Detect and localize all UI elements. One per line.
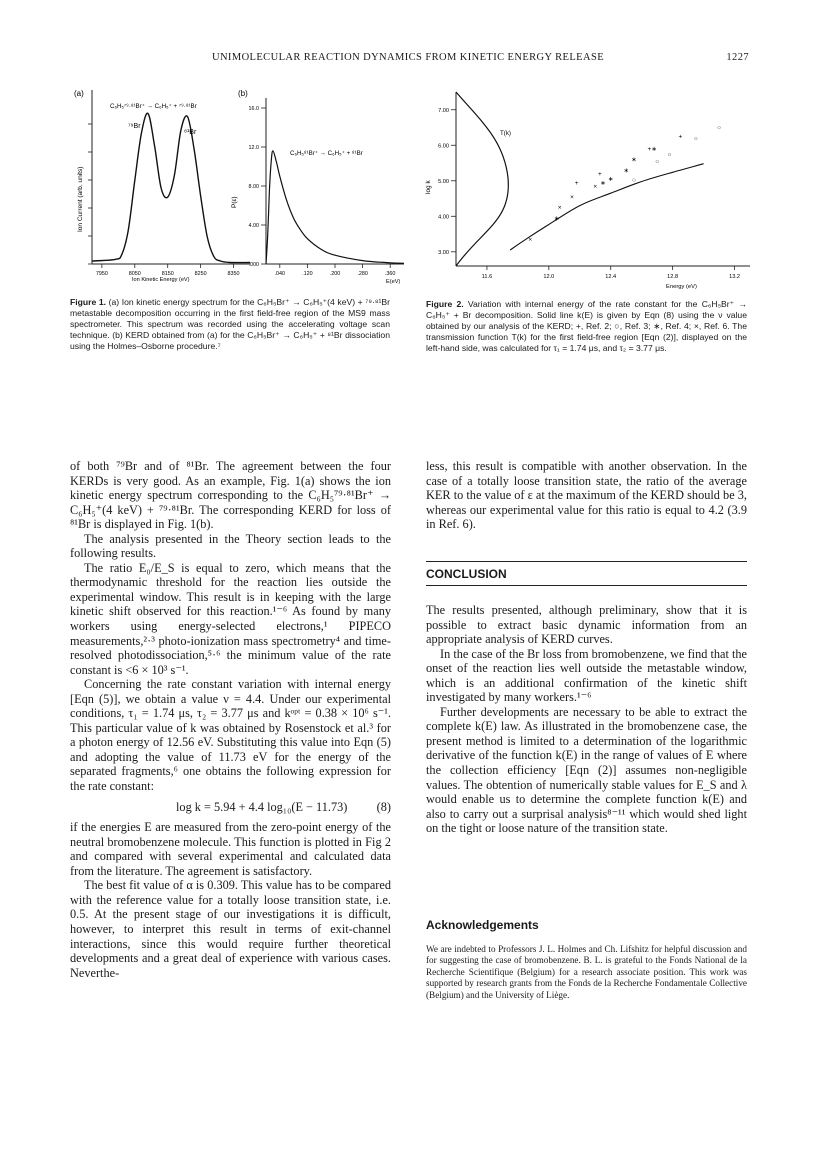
figure-2-caption-label: Figure 2.	[426, 299, 464, 309]
figure-1-caption	[70, 297, 390, 352]
panel-b-label: (b)	[238, 89, 248, 98]
transmission-curve-label: T(k)	[500, 130, 511, 137]
panel-a-x-tick-label: 8250	[194, 271, 207, 277]
left-column	[70, 459, 391, 980]
circle-marker-ref-3: ○	[631, 176, 636, 184]
figure-2-x-tick-label: 11.6	[481, 274, 493, 280]
star-marker-ref-4: ∗	[608, 176, 614, 184]
panel-b-x-tick-label: .120	[302, 271, 313, 277]
paragraph: Further developments are necessary to be able to extract the complete k(E) law. As illustrated in the bromobenzene case, the present method is limited to a determination of the logarithmic derivative of the function k(E) in the range of values of E where the collection efficiency [Eqn (2)] assumes non-negligible values. The obtention of numerically stable values for E_S and λ would enable us to determine the complete function k(E) and also to carry out a surprisal analysis⁸⁻¹¹ which would shed light on the tight or loose nature of the transition state.	[426, 704, 747, 836]
panel-b-x-tick-label: .280	[357, 271, 368, 277]
equation-text: log k = 5.94 + 4.4 log₁₀(E − 11.73)	[176, 799, 348, 814]
panel-b-y-tick-label: 8.00	[248, 184, 259, 190]
circle-marker-ref-3: ○	[667, 151, 672, 159]
panel-b-x-tick-label: .040	[274, 271, 286, 277]
panel-b-x-tick-label: .200	[329, 271, 341, 277]
figure-1-caption-text: (a) Ion kinetic energy spectrum for the C₆H₅Br⁺ → C₆H₅⁺(4 keV) + ⁷⁹·⁸¹Br metastable decomposition occurring in the first field-free region of the MS9 mass spectrometer. This spectrum was recorded using the accelerating voltage scan technique. (b) KERD obtained from (a) for the C₆H₅Br⁺ → C₆H₅⁺ + ⁸¹Br dissociation using the Holmes–Osborne procedure.⁷	[70, 297, 390, 351]
panel-a-x-tick-label: 8350	[227, 271, 240, 277]
panel-a-x-tick-label: 8050	[128, 271, 141, 277]
equation-number: (8)	[376, 799, 391, 814]
panel-a-x-tick-label: 8150	[161, 271, 174, 277]
figure-2-y-tick-label: 6.00	[438, 143, 449, 150]
panel-a-x-tick-label: 7950	[95, 271, 108, 277]
cross-marker-ref-6: ×	[557, 204, 562, 212]
figure-2-y-tick-label: 4.00	[438, 214, 449, 221]
cross-marker-ref-6: ×	[528, 236, 533, 244]
panel-b-y-tick-label: 4.00	[248, 223, 259, 229]
panel-b-y-tick-label: 16.0	[248, 106, 259, 112]
figure-2-caption	[426, 299, 747, 354]
circle-marker-ref-3: ○	[717, 124, 722, 132]
conclusion-rule-bottom	[426, 585, 747, 586]
plus-marker-ref-2: +	[574, 179, 579, 187]
paragraph: The best fit value of α is 0.309. This value has to be compared with the reference value for a totally loose transition state, i.e. 0.5. At the present stage of our investigations it is difficult, however, to interpret this result in terms of exit-channel interactions, since this would require further theoretical developments and a great deal of experience with various cases. Neverthe-	[70, 878, 391, 980]
figure-1-panel-b	[231, 89, 404, 285]
transmission-function-curve	[456, 92, 508, 266]
figure-2-x-tick-label: 13.2	[729, 274, 740, 280]
panel-b-reaction: C₆H₅⁸¹Br⁺ → C₆H₅⁺ + ⁸¹Br	[290, 150, 363, 157]
panel-a-spectrum-line	[92, 113, 250, 262]
paragraph: Concerning the rate constant variation with internal energy [Eqn (5)], we obtain a value ν = 4.4. Under our experimental conditions, τ₁ = 1.74 μs, τ₂ = 3.77 μs and kᵒᵖᵗ = 0.38 × 10⁶ s⁻¹. This particular value of k was obtained by Rosenstock et al.³ for a photon energy of 12.56 eV. Substituting this value into Eqn (5) and adopting the value of 11.73 eV for the energy of the separated fragments,⁶ one obtains the following expression for the rate constant:	[70, 677, 391, 794]
figure-2-y-tick-label: 5.00	[438, 178, 449, 185]
conclusion-heading: CONCLUSION	[426, 567, 507, 581]
paragraph: less, this result is compatible with another observation. In the case of a totally loose transition state, the ratio of the average KER to the value of ε at the maximum of the KERD should be 3, whereas our experimental value for this ratio is equal to 4.2 (3.9 in Ref. 6).	[426, 459, 747, 532]
panel-a-label: (a)	[74, 89, 84, 98]
right-column	[426, 459, 747, 532]
figure-1	[70, 84, 410, 294]
figure-2-x-tick-label: 12.8	[667, 274, 679, 280]
panel-a-peak-79br: ⁷⁹Br	[128, 123, 141, 130]
figure-2-x-tick-label: 12.4	[605, 274, 617, 280]
figure-1-panel-a	[74, 89, 250, 283]
acknowledgements-heading: Acknowledgements	[426, 918, 539, 932]
figure-2-y-label: log k	[425, 180, 432, 194]
paragraph: In the case of the Br loss from bromobenzene, we find that the onset of the reaction lies well outside the metastable window, which is an additional confirmation of the kinetic shift investigated by many workers.¹⁻⁶	[426, 646, 747, 705]
paragraph: if the energies E are measured from the zero-point energy of the neutral bromobenzene molecule. This function is plotted in Fig 2 and compared with several experimental and calculated data from the literature. The agreement is satisfactory.	[70, 820, 391, 878]
running-title: UNIMOLECULAR REACTION DYNAMICS FROM KINETIC ENERGY RELEASE	[211, 52, 605, 63]
figure-2-caption-text: Variation with internal energy of the rate constant for the C₆H₅Br⁺ → C₆H₅⁺ + Br decomposition. Solid line k(E) is given by Eqn (8) using the ν value obtained by our analysis of the KERD; +, Ref. 2; ○, Ref. 3; ∗, Ref. 4; ×, Ref. 6. The transmission function T(k) for the first field-free region [Eqn (2)], displayed on the left-hand side, was calculated for τ₁ = 1.74 μs, and τ₂ = 3.77 μs.	[426, 299, 747, 353]
star-marker-ref-4: ∗	[631, 156, 637, 164]
plus-marker-ref-2: +	[598, 170, 602, 178]
cross-marker-ref-6: ×	[570, 193, 574, 201]
rate-constant-line	[510, 164, 703, 250]
figure-2-y-tick-label: 3.00	[438, 249, 449, 256]
conclusion-body	[426, 603, 747, 836]
figure-2-y-tick-label: 7.00	[438, 107, 449, 114]
panel-b-x-tick-label: .360	[384, 271, 396, 277]
panel-b-kerd-line	[266, 151, 404, 264]
panel-a-peak-81br: ⁸¹Br	[184, 129, 197, 136]
panel-b-y-tick-label: .000	[248, 262, 259, 268]
star-marker-ref-4: ∗	[600, 179, 606, 187]
circle-marker-ref-3: ○	[693, 135, 698, 143]
paragraph: The results presented, although preliminary, show that it is possible to extract basic dynamic information from an appropriate analysis of KERD curves.	[426, 603, 747, 647]
panel-b-x-label: E(eV)	[386, 279, 401, 285]
panel-a-reaction: C₆H₅⁷⁹·⁸¹Br⁺ → C₆H₅⁺ + ⁷⁹·⁸¹Br	[110, 103, 197, 110]
figure-2-x-label: Energy (eV)	[666, 284, 697, 290]
equation-8	[70, 794, 391, 821]
figure-1-caption-label: Figure 1.	[70, 297, 107, 307]
conclusion-rule-top	[426, 561, 747, 562]
panel-a-y-label: Ion Current (arb. units)	[77, 166, 84, 232]
figure-2-x-tick-label: 12.0	[543, 274, 555, 280]
star-marker-ref-4: ∗	[553, 215, 560, 223]
paragraph: The ratio E₀/E_S is equal to zero, which means that the thermodynamic threshold for the reaction lies outside the experimental window. This result is in keeping with the large kinetic shift observed for this reaction.¹⁻⁶ As found by many workers using energy-selected electrons,¹ PIPECO measurements,²·³ photo-ionization mass spectrometry⁴ and time-resolved photodissociation,⁵·⁶ the minimum value of the rate constant is <6 × 10³ s⁻¹.	[70, 560, 391, 677]
plus-marker-ref-2: +	[647, 146, 652, 154]
paragraph: of both ⁷⁹Br and of ⁸¹Br. The agreement between the four KERDs is very good. As an example, Fig. 1(a) shows the ion kinetic energy spectrum corresponding to the C₆H₅⁷⁹·⁸¹Br⁺ → C₆H₅⁺(4 keV) + ⁷⁹·⁸¹Br. The corresponding KERD for loss of ⁸¹Br is displayed in Fig. 1(b).	[70, 459, 391, 532]
cross-marker-ref-6: ×	[593, 183, 598, 191]
panel-b-y-tick-label: 12.0	[248, 145, 259, 151]
figure-2	[420, 80, 750, 295]
page-number: 1227	[726, 52, 749, 63]
paragraph: The analysis presented in the Theory section leads to the following results.	[70, 531, 391, 561]
star-marker-ref-4: ∗	[623, 167, 629, 175]
acknowledgements-text: We are indebted to Professors J. L. Holmes and Ch. Lifshitz for helpful discussion and for suggesting the case of bromobenzene. B. L. is grateful to the Fonds National de la Recherche Scientifique (Belgium) for a research associate position. This work was supported by research grants from the Fonds de la Recherche Fondamentale Collective (Belgium) and the University of Liège.	[426, 944, 747, 1000]
plus-marker-ref-2: +	[678, 133, 683, 141]
panel-b-y-label: P(ε)	[231, 196, 238, 208]
star-marker-ref-4: ∗	[651, 146, 657, 154]
panel-a-x-label: Ion Kinetic Energy (eV)	[132, 277, 190, 283]
circle-marker-ref-3: ○	[655, 158, 660, 166]
